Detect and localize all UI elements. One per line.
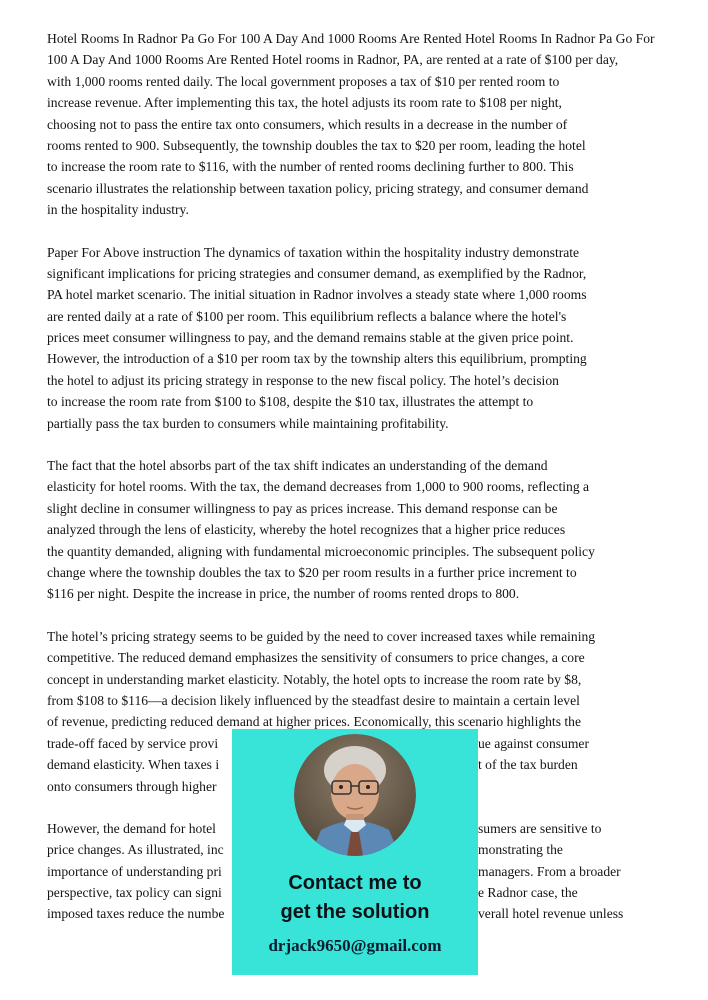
text-line: Hotel Rooms In Radnor Pa Go For 100 A Day And 1000 Rooms Are Rented Hotel Rooms In Radnor Pa Go For <box>47 31 655 46</box>
text-line: the hotel to adjust its pricing strategy in response to the new fiscal policy. The hotel’s decision <box>47 372 559 388</box>
text-line: from $108 to $116—a decision likely influenced by the steadfast desire to maintain a certain level <box>47 692 580 708</box>
text-fragment-left: perspective, tax policy can signi <box>47 885 222 901</box>
text-line: 100 A Day And 1000 Rooms Are Rented Hotel rooms in Radnor, PA, are rented at a rate of $100 per day, <box>47 52 619 68</box>
text-line: change where the township doubles the tax to $20 per room results in a further price increment to <box>47 564 577 580</box>
text-fragment-left: However, the demand for hotel <box>47 820 216 836</box>
contact-message-line1: Contact me to <box>288 872 422 894</box>
contact-overlay-card <box>232 729 478 975</box>
text-line: concept in understanding market elasticity. Notably, the hotel opts to increase the room rate by $8, <box>47 671 582 687</box>
text-line: to increase the room rate to $116, with the number of rented rooms declining further to 800. This <box>47 159 574 175</box>
text-line: competitive. The reduced demand emphasizes the sensitivity of consumers to price changes, a core <box>47 650 585 666</box>
text-fragment-right: managers. From a broader <box>478 863 621 879</box>
text-fragment-right: sumers are sensitive to <box>478 820 602 836</box>
contact-email: drjack9650@gmail.com <box>268 936 442 955</box>
text-fragment-right: verall hotel revenue unless <box>478 906 624 922</box>
text-fragment-left: trade-off faced by service provi <box>47 735 219 751</box>
contact-photo <box>294 734 416 856</box>
paragraph-2 <box>47 242 678 435</box>
text-fragment-left: onto consumers through higher <box>47 778 217 794</box>
text-line: slight decline in consumer willingness to pay as prices increase. This demand response can be <box>47 500 558 516</box>
text-line: of revenue, predicting reduced demand at higher prices. Economically, this scenario highlights the <box>47 714 582 730</box>
left-eye <box>339 785 343 789</box>
text-line: to increase the room rate from $100 to $108, despite the $10 tax, illustrates the attempt to <box>47 394 534 410</box>
portrait-image <box>294 734 416 856</box>
text-line: the quantity demanded, aligning with fundamental microeconomic principles. The subsequent policy <box>47 543 595 559</box>
text-fragment-right: ue against consumer <box>478 735 589 751</box>
text-line: The hotel’s pricing strategy seems to be guided by the need to cover increased taxes while remaining <box>47 628 596 644</box>
text-line: prices meet consumer willingness to pay, and the demand remains stable at the given price point. <box>47 330 574 346</box>
right-eye <box>366 785 370 789</box>
text-fragment-left: demand elasticity. When taxes i <box>47 757 220 773</box>
text-fragment-right: e Radnor case, the <box>478 885 578 901</box>
text-line: with 1,000 rooms rented daily. The local government proposes a tax of $10 per rented room to <box>47 73 560 89</box>
text-line: PA hotel market scenario. The initial situation in Radnor involves a steady state where 1,000 rooms <box>47 287 587 303</box>
text-line: elasticity for hotel rooms. With the tax, the demand decreases from 1,000 to 900 rooms, reflecting a <box>47 479 590 495</box>
text-line: scenario illustrates the relationship between taxation policy, pricing strategy, and consumer demand <box>47 180 589 196</box>
paragraph-3 <box>47 455 678 605</box>
text-line: are rented daily at a rate of $100 per room. This equilibrium reflects a balance where the hotel's <box>47 308 567 324</box>
text-line: significant implications for pricing strategies and consumer demand, as exemplified by the Radnor, <box>47 265 587 281</box>
contact-message-line2: get the solution <box>280 901 430 923</box>
text-fragment-right: t of the tax burden <box>478 757 578 773</box>
text-fragment-left: price changes. As illustrated, inc <box>47 842 224 858</box>
text-line: The fact that the hotel absorbs part of the tax shift indicates an understanding of the demand <box>47 458 548 474</box>
text-line: increase revenue. After implementing this tax, the hotel adjusts its room rate to $108 per night, <box>47 95 562 111</box>
text-line: choosing not to pass the entire tax onto consumers, which results in a decrease in the number of <box>47 116 568 132</box>
text-line: rooms rented to 900. Subsequently, the township doubles the tax to $20 per room, leading the hotel <box>47 137 586 153</box>
text-line: $116 per night. Despite the increase in price, the number of rooms rented drops to 800. <box>47 586 520 602</box>
text-line: analyzed through the lens of elasticity, whereby the hotel recognizes that a higher price reduces <box>47 522 566 538</box>
text-line: However, the introduction of a $10 per room tax by the township alters this equilibrium, prompting <box>47 351 587 367</box>
text-fragment-right: monstrating the <box>478 842 563 858</box>
text-fragment-left: imposed taxes reduce the numbe <box>47 906 225 922</box>
text-line: partially pass the tax burden to consumers while maintaining profitability. <box>47 415 449 431</box>
paragraph-1 <box>47 28 678 221</box>
text-line: in the hospitality industry. <box>47 202 189 218</box>
text-fragment-left: importance of understanding pri <box>47 863 222 879</box>
text-line: Paper For Above instruction The dynamics of taxation within the hospitality industry demonstrate <box>47 244 580 260</box>
face <box>331 764 379 820</box>
contact-message <box>281 869 430 927</box>
